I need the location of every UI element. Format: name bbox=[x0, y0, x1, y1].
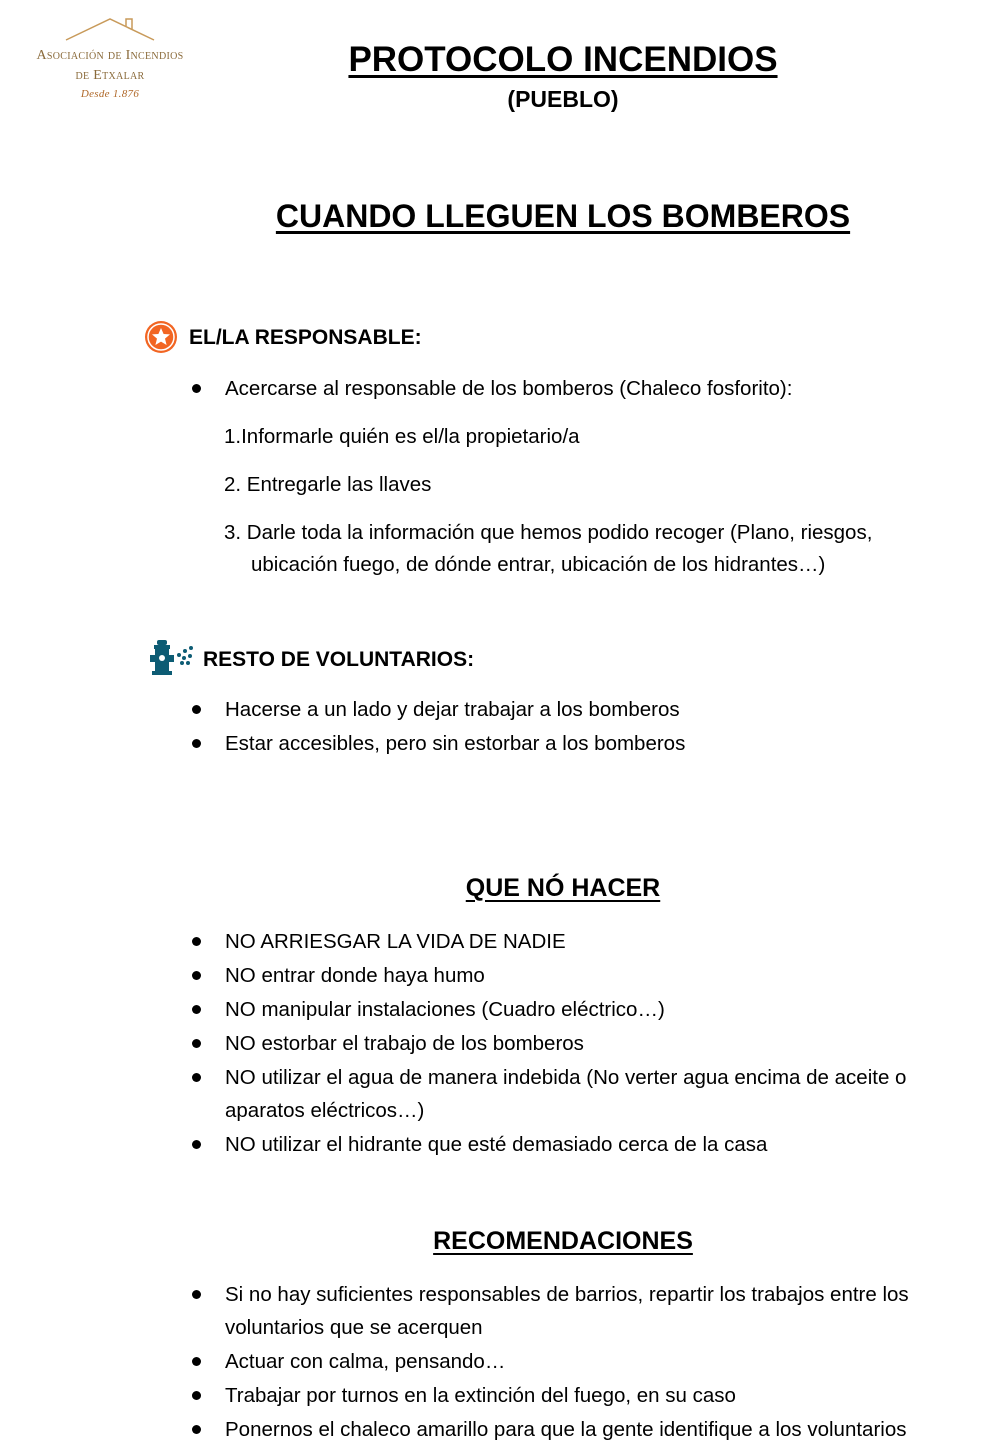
list-item: Ponernos el chaleco amarillo para que la gente identifique a los voluntarios bbox=[189, 1413, 979, 1446]
fire-hydrant-icon bbox=[146, 634, 196, 678]
logo-since: Desde 1.876 bbox=[80, 88, 140, 100]
responsable-step-1: 1.Informarle quién es el/la propietario/a bbox=[224, 425, 580, 448]
responsable-label: EL/LA RESPONSABLE: bbox=[189, 326, 422, 349]
responsable-step-3: 3. Darle toda la información que hemos podido recoger (Plano, riesgos, bbox=[224, 521, 873, 544]
list-item: NO entrar donde haya humo bbox=[189, 959, 979, 992]
section-heading-bomberos: CUANDO LLEGUEN LOS BOMBEROS bbox=[275, 198, 851, 234]
voluntarios-list bbox=[189, 693, 979, 761]
list-item: Trabajar por turnos en la extinción del fuego, en su caso bbox=[189, 1379, 979, 1412]
list-item: NO manipular instalaciones (Cuadro eléctrico…) bbox=[189, 993, 979, 1026]
responsable-list bbox=[189, 372, 979, 406]
recomendaciones-list bbox=[189, 1278, 979, 1447]
responsable-step-2: 2. Entregarle las llaves bbox=[224, 473, 432, 496]
voluntarios-label: RESTO DE VOLUNTARIOS: bbox=[203, 648, 475, 671]
page-subtitle: (PUEBLO) bbox=[507, 86, 619, 112]
list-item: NO utilizar el hidrante que esté demasiado cerca de la casa bbox=[189, 1128, 979, 1161]
list-item: Actuar con calma, pensando… bbox=[189, 1345, 979, 1378]
list-item: NO utilizar el agua de manera indebida (No verter agua encima de aceite o aparatos eléctricos…) bbox=[189, 1061, 979, 1127]
recomendaciones-heading: RECOMENDACIONES bbox=[433, 1227, 693, 1255]
logo-name-line1: Asociación de Incendios bbox=[36, 48, 184, 63]
list-item: Acercarse al responsable de los bomberos (Chaleco fosforito): bbox=[189, 372, 979, 405]
no-hacer-heading: QUE NÓ HACER bbox=[465, 874, 661, 902]
list-item: NO ARRIESGAR LA VIDA DE NADIE bbox=[189, 925, 979, 958]
responsable-step-3-cont: ubicación fuego, de dónde entrar, ubicación de los hidrantes…) bbox=[251, 553, 826, 576]
list-item: Si no hay suficientes responsables de barrios, repartir los trabajos entre los voluntarios que se acerquen bbox=[189, 1278, 979, 1344]
list-item: Hacerse a un lado y dejar trabajar a los bomberos bbox=[189, 693, 979, 726]
list-item: NO estorbar el trabajo de los bomberos bbox=[189, 1027, 979, 1060]
association-logo bbox=[30, 14, 190, 106]
star-badge-icon bbox=[144, 320, 178, 354]
logo-name-line2: de Etxalar bbox=[75, 68, 145, 83]
page-title: PROTOCOLO INCENDIOS bbox=[348, 40, 778, 79]
list-item: Estar accesibles, pero sin estorbar a los bomberos bbox=[189, 727, 979, 760]
house-roof-icon bbox=[64, 16, 156, 42]
no-hacer-list bbox=[189, 925, 979, 1162]
